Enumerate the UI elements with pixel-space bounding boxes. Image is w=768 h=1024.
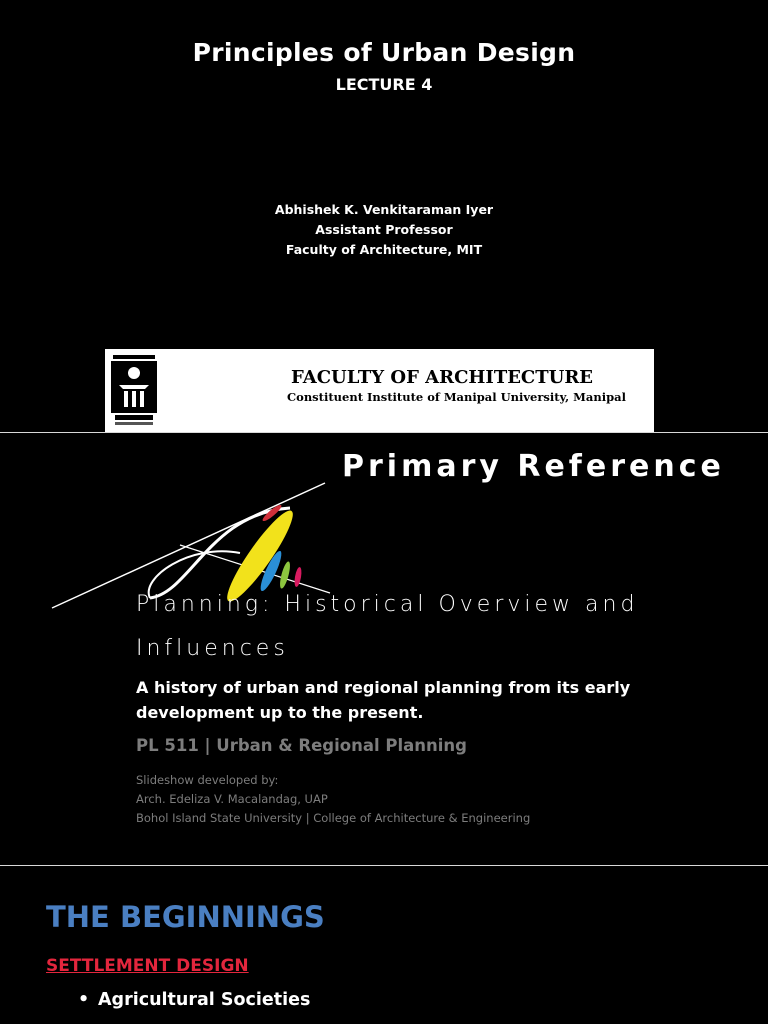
reference-slide: [0, 433, 768, 865]
slide-title: Principles of Urban Design: [192, 38, 576, 67]
list-item-label: Agricultural Societies: [98, 990, 311, 1010]
author-name: Abhishek K. Venkitaraman Iyer: [274, 202, 494, 217]
banner-subtitle: Constituent Institute of Manipal University, Manipal: [287, 390, 626, 404]
credits-institution: Bohol Island State University | College of Architecture & Engineering: [136, 811, 531, 825]
credits-block: [136, 771, 530, 828]
course-label: PL 511 | Urban & Regional Planning: [136, 736, 467, 755]
banner-title: FACULTY OF ARCHITECTURE: [291, 367, 594, 388]
slide-title: Primary Reference: [342, 449, 725, 484]
credits-author: Arch. Edeliza V. Macalandag, UAP: [136, 792, 328, 806]
content-slide: [0, 866, 768, 1024]
book-description: A history of urban and regional planning from its early development up to the present.: [136, 678, 631, 722]
list-item: [78, 990, 310, 1010]
author-faculty: Faculty of Architecture, MIT: [285, 242, 483, 257]
credits-heading: Slideshow developed by:: [136, 773, 279, 787]
book-title: Planning: Historical Overview and Influences: [136, 592, 639, 661]
title-slide: [0, 0, 768, 432]
section-heading: SETTLEMENT DESIGN: [46, 956, 249, 976]
faculty-banner: [105, 349, 654, 432]
bullet-icon: •: [78, 990, 90, 1010]
lecture-label: LECTURE 4: [335, 75, 433, 94]
author-position: Assistant Professor: [315, 222, 453, 237]
manipal-logo-icon: [109, 353, 159, 428]
slide-title: THE BEGINNINGS: [46, 900, 325, 934]
author-block: [0, 200, 768, 260]
